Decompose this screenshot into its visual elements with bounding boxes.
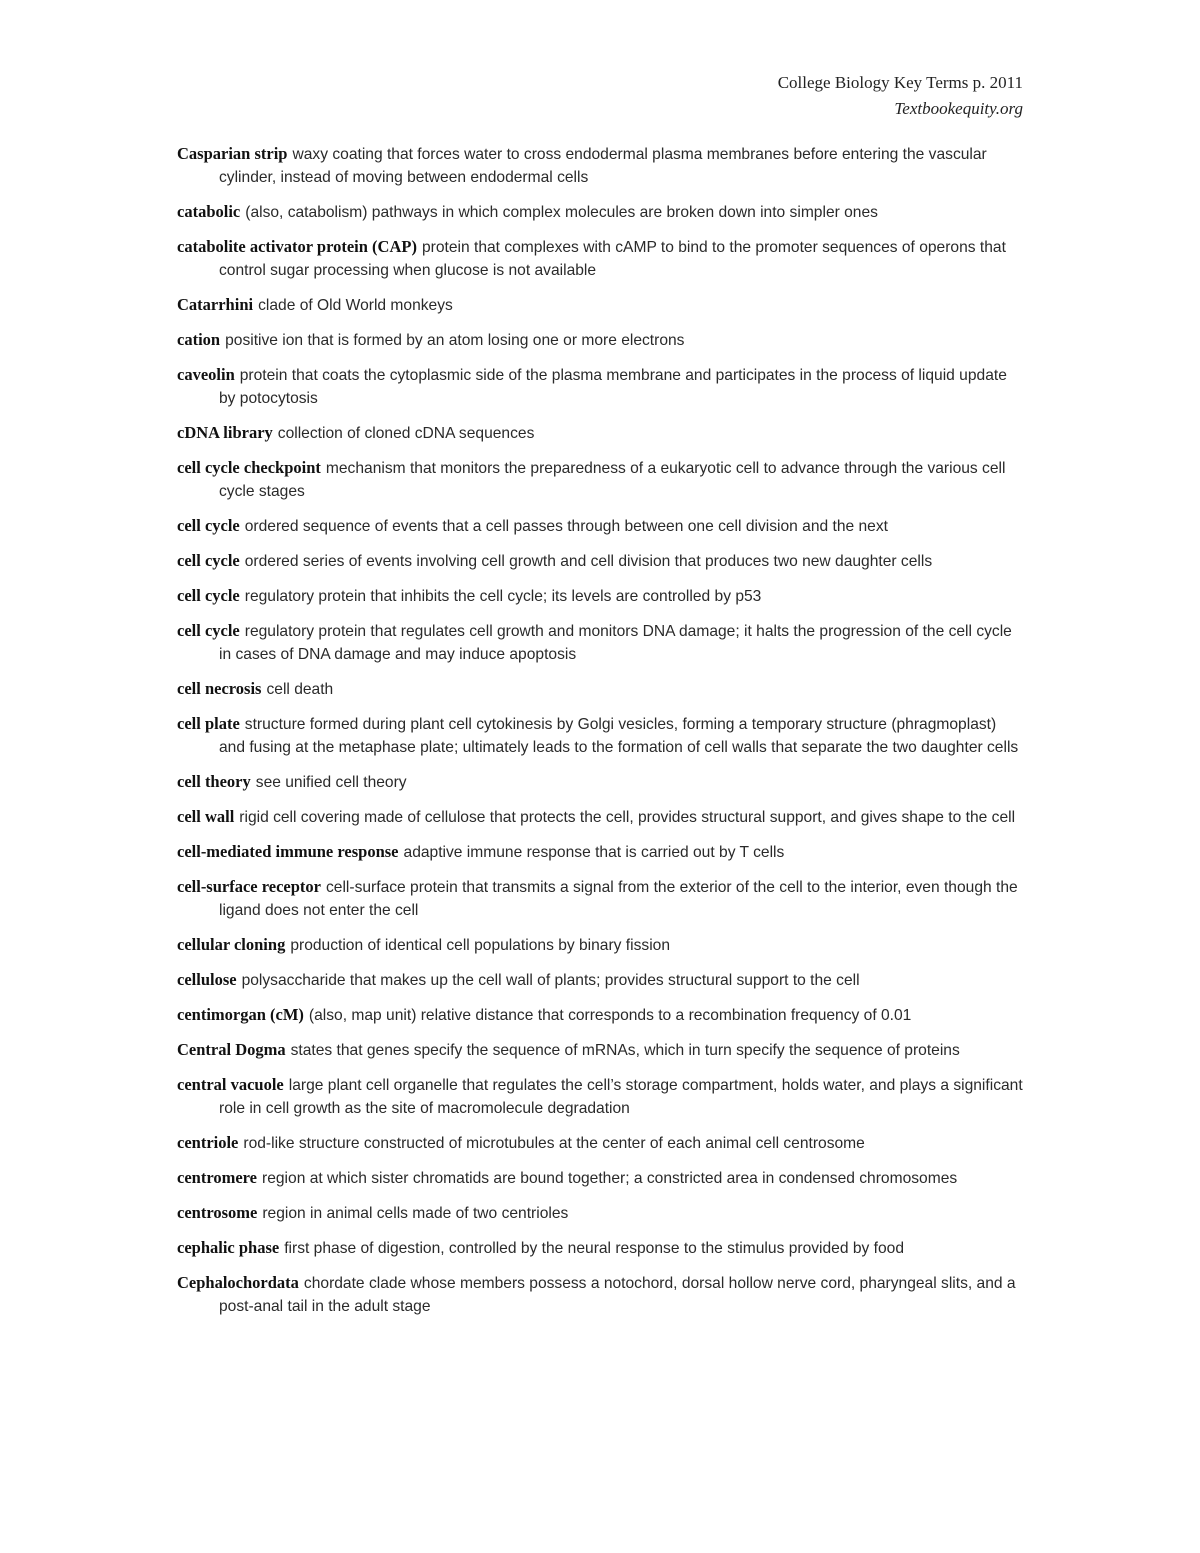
glossary-term: centromere: [177, 1168, 258, 1187]
glossary-definition: (also, map unit) relative distance that corresponds to a recombination frequency of 0.01: [308, 1007, 912, 1024]
glossary-term: Casparian strip: [177, 144, 288, 163]
glossary-entry: [177, 1271, 1025, 1318]
glossary-term: catabolite activator protein (CAP): [177, 237, 417, 256]
glossary-term: cell plate: [177, 714, 240, 733]
glossary-definition: see unified cell theory: [255, 774, 407, 791]
glossary-definition: rigid cell covering made of cellulose that protects the cell, provides structural support, and gives shape to the cell: [239, 809, 1016, 826]
glossary-entry: [177, 1131, 1025, 1155]
glossary-definition: (also, catabolism) pathways in which complex molecules are broken down into simpler ones: [245, 204, 878, 221]
glossary-entry: [177, 1073, 1025, 1120]
glossary-entry: [177, 363, 1025, 410]
glossary-entry: [177, 456, 1025, 503]
glossary-term: cell theory: [177, 772, 251, 791]
glossary-entry: [177, 293, 1025, 317]
glossary-definition: structure formed during plant cell cytokinesis by Golgi vesicles, forming a temporary structure (phragmoplast) and fusing at the metaphase plate; ultimately leads to the formation of cell walls that separate the two daughter cells: [219, 716, 1019, 756]
page-header: [778, 70, 1023, 122]
glossary-term: cDNA library: [177, 423, 273, 442]
glossary-entry: [177, 1236, 1025, 1260]
glossary-term: cation: [177, 330, 221, 349]
glossary-entry: [177, 1166, 1025, 1190]
glossary-term: cephalic phase: [177, 1238, 280, 1257]
glossary-term: centimorgan (cM): [177, 1005, 304, 1024]
glossary-term: cell-surface receptor: [177, 877, 321, 896]
glossary-entry: [177, 840, 1025, 864]
glossary-definition: region at which sister chromatids are bound together; a constricted area in condensed chromosomes: [262, 1170, 958, 1187]
glossary-term: Central Dogma: [177, 1040, 286, 1059]
glossary-term: cell cycle: [177, 551, 240, 570]
glossary-definition: regulatory protein that inhibits the cell cycle; its levels are controlled by p53: [244, 588, 762, 605]
glossary-term: centrosome: [177, 1203, 258, 1222]
glossary-entry: [177, 200, 1025, 224]
header-site: Textbookequity.org: [894, 99, 1023, 118]
glossary-definition: collection of cloned cDNA sequences: [277, 425, 535, 442]
glossary-entry: [177, 968, 1025, 992]
glossary-definition: cell-surface protein that transmits a signal from the exterior of the cell to the interior, even though the ligand does not enter the cell: [219, 879, 1018, 919]
glossary-definition: mechanism that monitors the preparedness of a eukaryotic cell to advance through the various cell cycle stages: [219, 460, 1006, 500]
glossary-entry: [177, 1038, 1025, 1062]
glossary-term: cell-mediated immune response: [177, 842, 399, 861]
glossary-term: caveolin: [177, 365, 235, 384]
glossary-entry: [177, 421, 1025, 445]
glossary-term: cell cycle checkpoint: [177, 458, 321, 477]
glossary-entry: [177, 328, 1025, 352]
glossary-definition: adaptive immune response that is carried out by T cells: [403, 844, 785, 861]
glossary-term: cell wall: [177, 807, 235, 826]
glossary-term: Cephalochordata: [177, 1273, 299, 1292]
glossary-term: Catarrhini: [177, 295, 254, 314]
glossary-entry: [177, 514, 1025, 538]
glossary-entry: [177, 549, 1025, 573]
glossary-entry: [177, 142, 1025, 189]
glossary-definition: states that genes specify the sequence of mRNAs, which in turn specify the sequence of proteins: [290, 1042, 960, 1059]
glossary-definition: cell death: [266, 681, 334, 698]
glossary-entry: [177, 677, 1025, 701]
glossary-definition: region in animal cells made of two centrioles: [262, 1205, 569, 1222]
glossary-definition: clade of Old World monkeys: [258, 297, 453, 314]
glossary-definition: protein that coats the cytoplasmic side of the plasma membrane and participates in the process of liquid update by potocytosis: [219, 367, 1007, 407]
glossary-definition: ordered sequence of events that a cell passes through between one cell division and the next: [244, 518, 888, 535]
glossary-term: cell cycle: [177, 586, 240, 605]
glossary-entry: [177, 875, 1025, 922]
glossary-definition: regulatory protein that regulates cell growth and monitors DNA damage; it halts the progression of the cell cycle in cases of DNA damage and may induce apoptosis: [219, 623, 1012, 663]
glossary-definition: polysaccharide that makes up the cell wall of plants; provides structural support to the cell: [241, 972, 860, 989]
glossary-entry: [177, 584, 1025, 608]
glossary-term: cell necrosis: [177, 679, 262, 698]
glossary-definition: production of identical cell populations by binary fission: [290, 937, 670, 954]
glossary-definition: rod-like structure constructed of microtubules at the center of each animal cell centrosome: [243, 1135, 865, 1152]
glossary-entry: [177, 1003, 1025, 1027]
glossary-entry: [177, 770, 1025, 794]
glossary-term: cellular cloning: [177, 935, 286, 954]
glossary-term: central vacuole: [177, 1075, 284, 1094]
glossary-term: cellulose: [177, 970, 237, 989]
glossary-definition: chordate clade whose members possess a notochord, dorsal hollow nerve cord, pharyngeal slits, and a post-anal tail in the adult stage: [219, 1275, 1016, 1315]
glossary-entry: [177, 805, 1025, 829]
glossary-term: centriole: [177, 1133, 239, 1152]
glossary-definition: large plant cell organelle that regulates the cell’s storage compartment, holds water, and plays a significant role in cell growth as the site of macromolecule degradation: [219, 1077, 1023, 1117]
glossary-entry: [177, 1201, 1025, 1225]
glossary-list: [177, 142, 1025, 1329]
glossary-term: catabolic: [177, 202, 241, 221]
glossary-term: cell cycle: [177, 516, 240, 535]
glossary-definition: ordered series of events involving cell growth and cell division that produces two new daughter cells: [244, 553, 933, 570]
glossary-entry: [177, 933, 1025, 957]
glossary-definition: positive ion that is formed by an atom losing one or more electrons: [225, 332, 685, 349]
glossary-entry: [177, 619, 1025, 666]
glossary-term: cell cycle: [177, 621, 240, 640]
glossary-entry: [177, 712, 1025, 759]
glossary-definition: waxy coating that forces water to cross endodermal plasma membranes before entering the vascular cylinder, instead of moving between endodermal cells: [219, 146, 987, 186]
glossary-definition: first phase of digestion, controlled by the neural response to the stimulus provided by food: [284, 1240, 905, 1257]
header-title: College Biology Key Terms p. 2011: [777, 73, 1023, 92]
glossary-definition: protein that complexes with cAMP to bind to the promoter sequences of operons that control sugar processing when glucose is not available: [219, 239, 1006, 279]
glossary-entry: [177, 235, 1025, 282]
